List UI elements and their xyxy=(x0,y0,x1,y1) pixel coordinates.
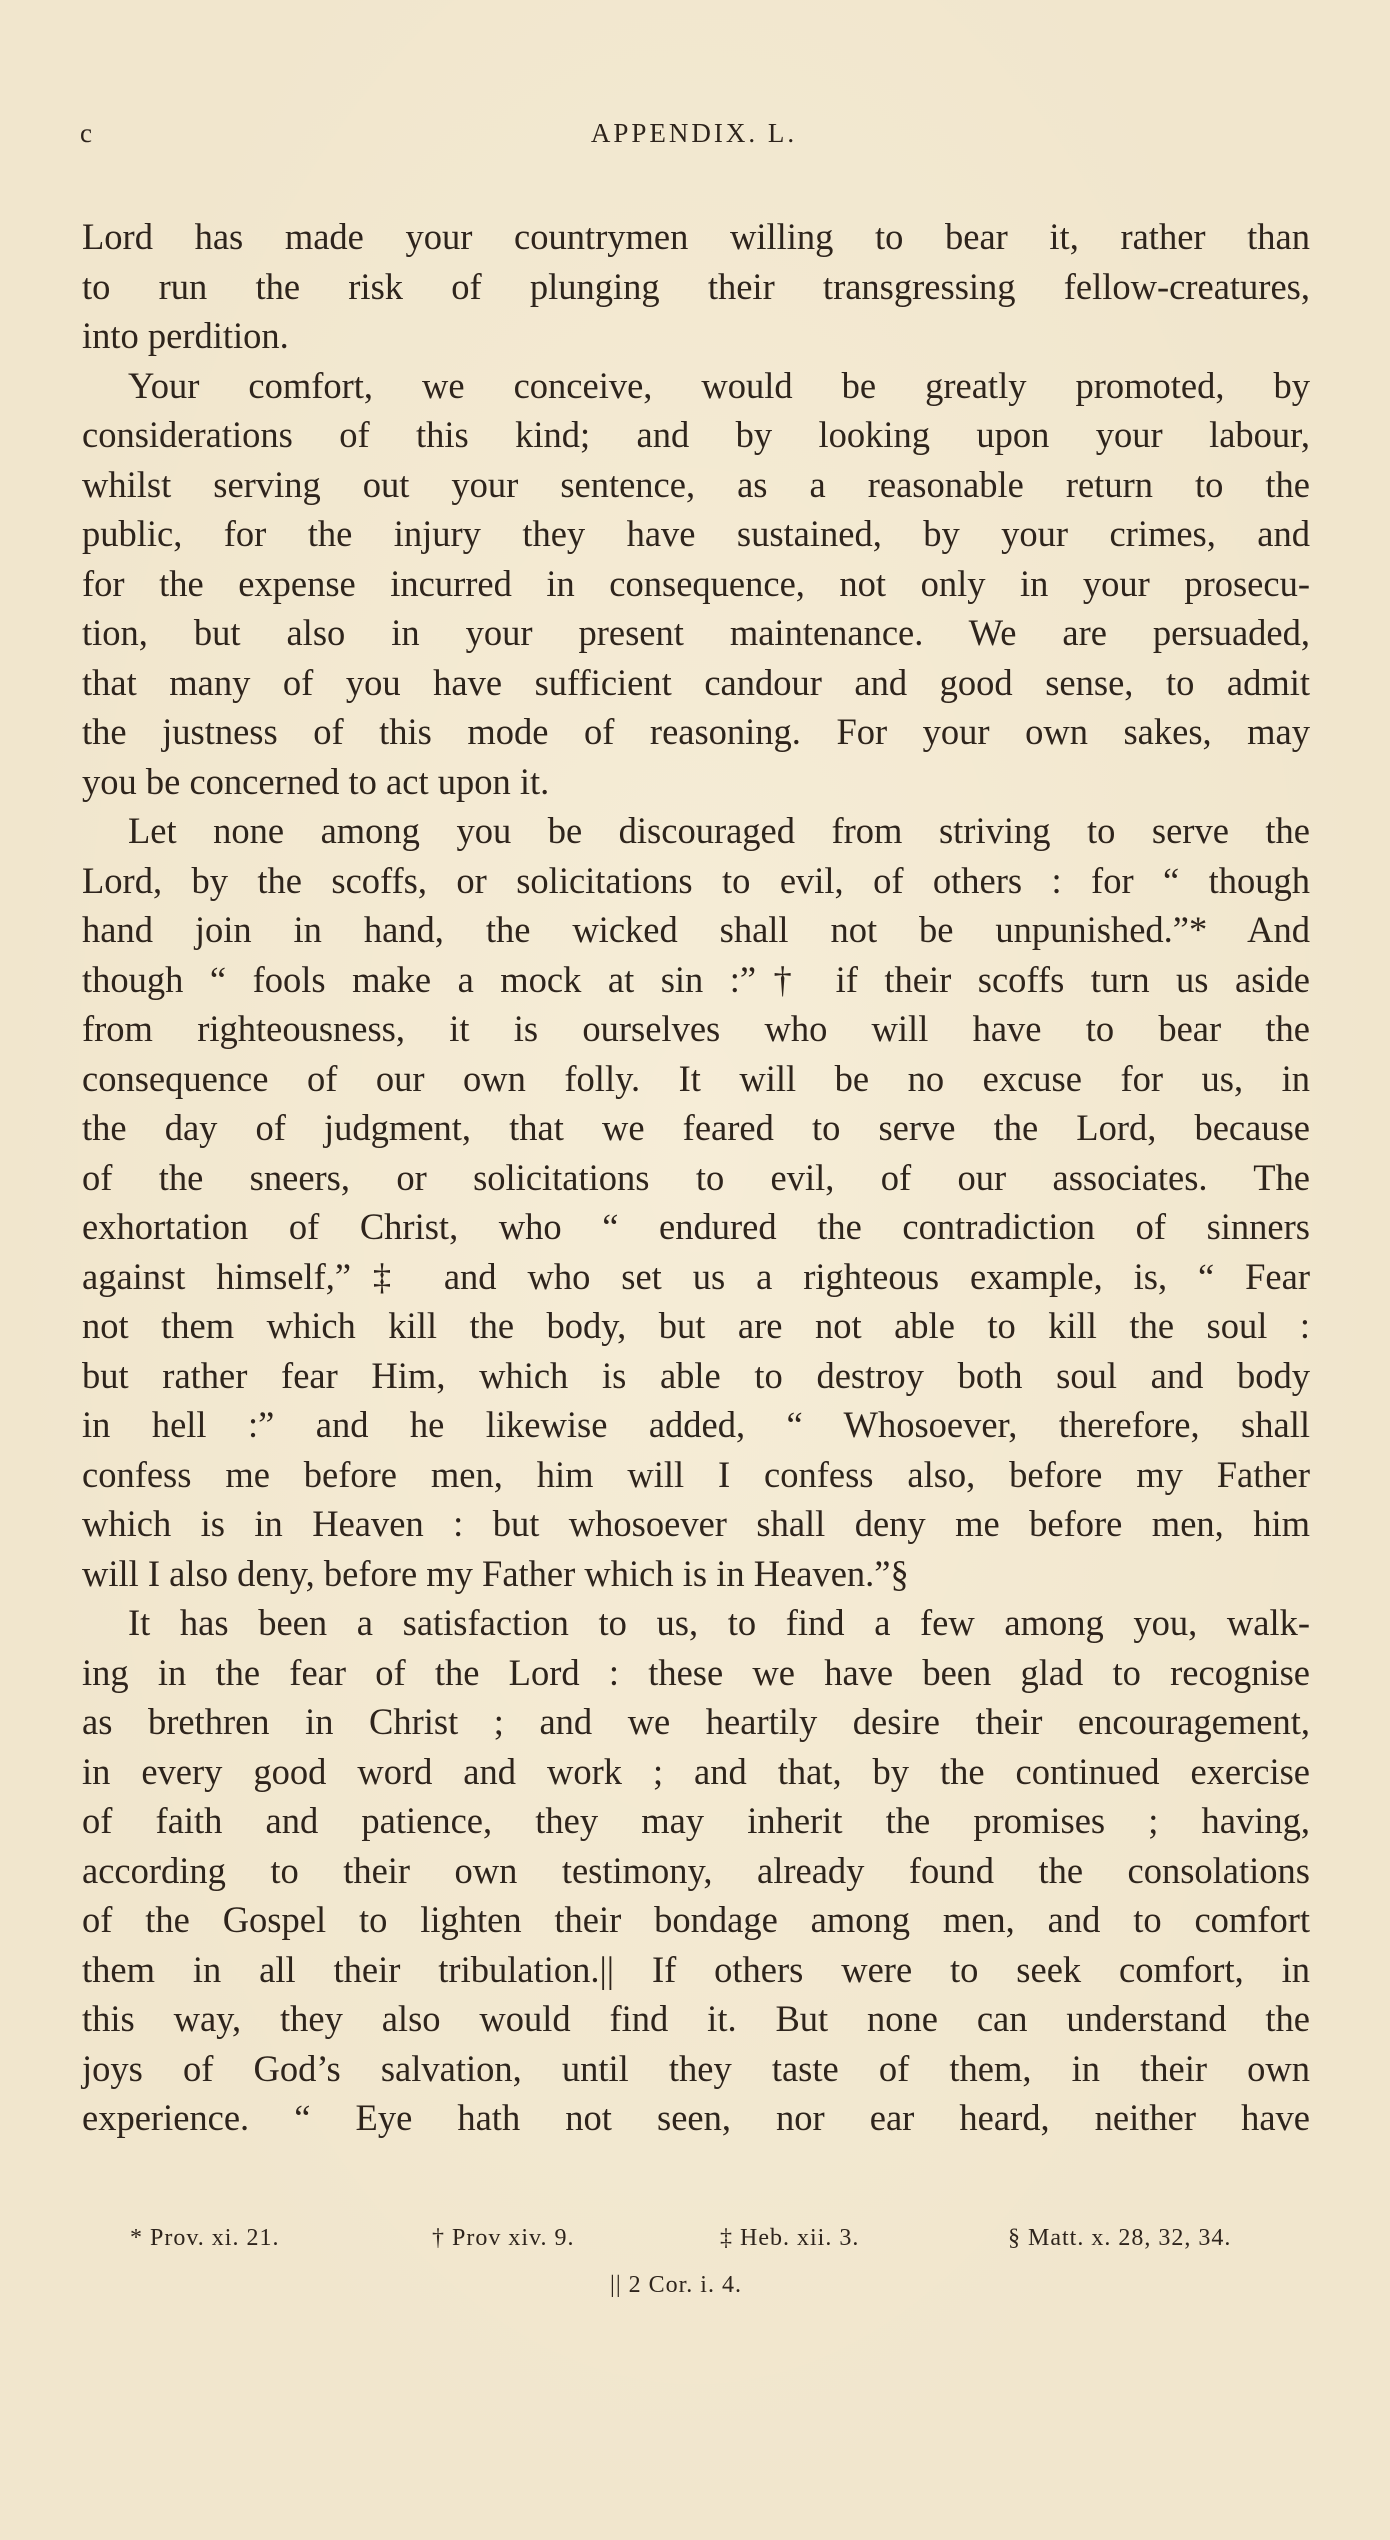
text-line: them in all their tribulation.|| If others were to seek comfort, in xyxy=(82,1948,1310,1990)
text-line: ing in the fear of the Lord : these we have been glad to recognise xyxy=(82,1651,1310,1693)
text-line: Your comfort, we conceive, would be greatly promoted, by xyxy=(128,364,1310,406)
text-line: experience. “ Eye hath not seen, nor ear heard, neither have xyxy=(82,2097,1310,2138)
footnote-prov-xi: * Prov. xi. 21. xyxy=(130,2225,280,2251)
text-line: in hell :” and he likewise added, “ Whosoever, therefore, shall xyxy=(82,1404,1310,1445)
text-line: of faith and patience, they may inherit the promises ; having, xyxy=(82,1800,1310,1841)
text-line: joys of God’s salvation, until they taste of them, in their own xyxy=(82,2047,1310,2089)
text-line: though “ fools make a mock at sin :”† if their scoffs turn us aside xyxy=(82,958,1310,1000)
text-line: that many of you have sufficient candour and good sense, to admit xyxy=(82,661,1310,703)
text-line: for the expense incurred in consequence, not only in your prosecu- xyxy=(82,562,1310,604)
footnotes xyxy=(82,2225,1310,2305)
text-line: tion, but also in your present maintenance. We are persuaded, xyxy=(82,612,1310,653)
footnote-prov-xiv: † Prov xiv. 9. xyxy=(432,2225,575,2251)
footnote-row xyxy=(82,2225,1310,2265)
text-line: public, for the injury they have sustained, by your crimes, and xyxy=(82,513,1310,554)
text-line: of the Gospel to lighten their bondage among men, and to comfort xyxy=(82,1899,1310,1940)
text-line: confess me before men, him will I confess also, before my Father xyxy=(82,1453,1310,1495)
text-line: hand join in hand, the wicked shall not be unpunished.”* And xyxy=(82,909,1310,950)
text-line: in every good word and work ; and that, by the continued exercise xyxy=(82,1750,1310,1792)
text-line: It has been a satisfaction to us, to find a few among you, walk- xyxy=(128,1602,1310,1643)
text-line: the justness of this mode of reasoning. For your own sakes, may xyxy=(82,711,1310,752)
text-line: against himself,”‡ and who set us a righteous example, is, “ Fear xyxy=(82,1255,1310,1297)
footnote-matt: § Matt. x. 28, 32, 34. xyxy=(1008,2225,1232,2251)
page-number: c xyxy=(80,118,95,148)
text-line: will I also deny, before my Father which is in Heaven.”§ xyxy=(82,1552,909,1594)
running-head: APPENDIX. L. xyxy=(590,118,798,148)
footnote-cor: || 2 Cor. i. 4. xyxy=(610,2272,742,2298)
text-line: this way, they also would find it. But none can understand the xyxy=(82,1998,1310,2039)
text-line: Lord, by the scoffs, or solicitations to evil, of others : for “ though xyxy=(82,859,1310,901)
text-line: the day of judgment, that we feared to serve the Lord, because xyxy=(82,1107,1310,1148)
text-line: but rather fear Him, which is able to destroy both soul and body xyxy=(82,1354,1310,1396)
text-line: consequence of our own folly. It will be no excuse for us, in xyxy=(82,1057,1310,1099)
text-line: Lord has made your countrymen willing to bear it, rather than xyxy=(82,216,1310,257)
text-line: you be concerned to act upon it. xyxy=(82,760,550,802)
text-line: as brethren in Christ ; and we heartily desire their encouragement, xyxy=(82,1701,1310,1742)
text-line: whilst serving out your sentence, as a reasonable return to the xyxy=(82,463,1310,505)
text-line: into perdition. xyxy=(82,315,289,356)
text-line: to run the risk of plunging their transgressing fellow-creatures, xyxy=(82,265,1310,307)
page-header xyxy=(80,118,1308,158)
text-line: according to their own testimony, already found the consolations xyxy=(82,1849,1310,1891)
body-text xyxy=(82,212,1310,2143)
text-line: which is in Heaven : but whosoever shall deny me before men, him xyxy=(82,1503,1310,1544)
text-line: of the sneers, or solicitations to evil, of our associates. The xyxy=(82,1156,1310,1198)
text-line: Let none among you be discouraged from striving to serve the xyxy=(128,810,1310,851)
footnote-heb: ‡ Heb. xii. 3. xyxy=(720,2225,860,2251)
text-line: from righteousness, it is ourselves who will have to bear the xyxy=(82,1008,1310,1049)
text-line: considerations of this kind; and by looking upon your labour, xyxy=(82,414,1310,455)
footnote-row xyxy=(82,2265,1310,2305)
text-line: exhortation of Christ, who “ endured the contradiction of sinners xyxy=(82,1206,1310,1247)
text-line: not them which kill the body, but are not able to kill the soul : xyxy=(82,1305,1310,1346)
